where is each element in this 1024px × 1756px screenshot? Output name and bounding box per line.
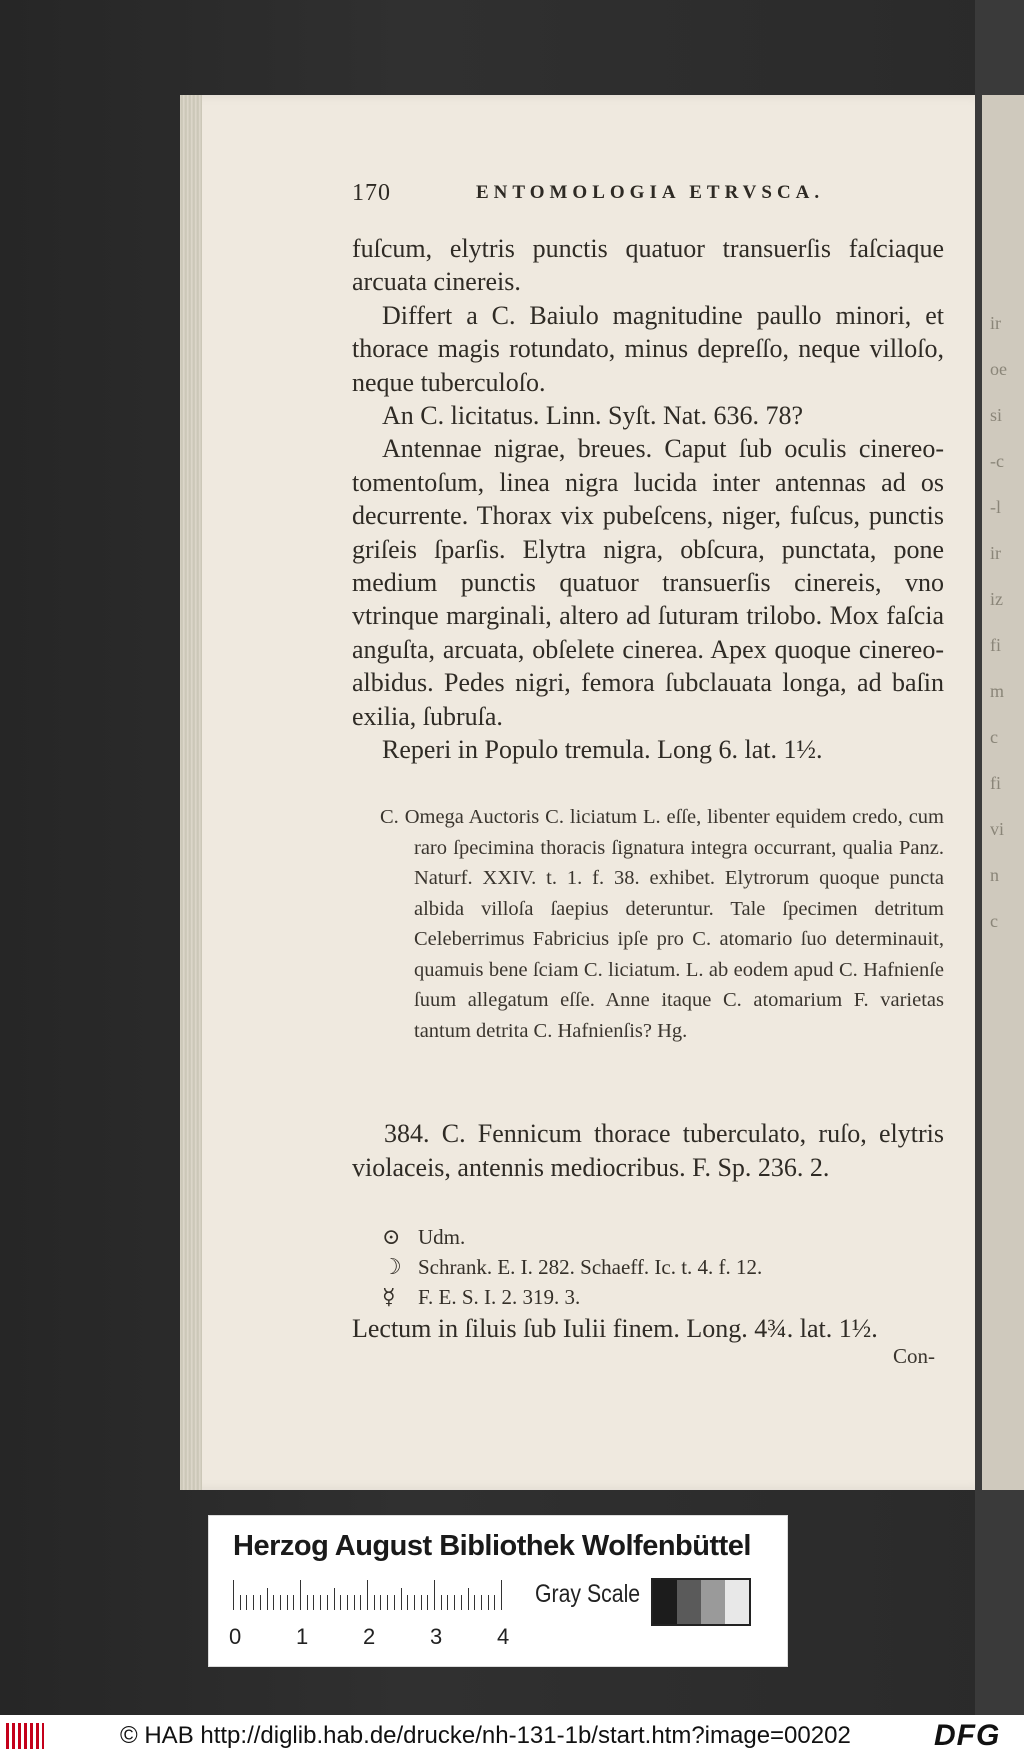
viewer-footer bbox=[0, 1715, 1024, 1756]
reference-text: Udm. bbox=[418, 1225, 466, 1249]
ruler-tick bbox=[273, 1595, 274, 1610]
adjacent-page-fragment: c bbox=[990, 911, 998, 931]
ruler-tick bbox=[481, 1595, 482, 1610]
ruler-tick bbox=[494, 1595, 495, 1610]
adjacent-page-fragment: -l bbox=[990, 497, 1001, 517]
page-number: 170 bbox=[352, 180, 391, 206]
ruler-tick bbox=[334, 1588, 335, 1610]
running-title: ENTOMOLOGIA ETRVSCA. bbox=[476, 182, 825, 203]
ruler-tick bbox=[280, 1595, 281, 1610]
adjacent-page-fragment: ir bbox=[990, 313, 1001, 333]
ruler-tick bbox=[407, 1595, 408, 1610]
ruler-tick bbox=[253, 1595, 254, 1610]
ruler-tick bbox=[233, 1580, 234, 1610]
ruler-tick bbox=[300, 1580, 301, 1610]
ruler-number: 4 bbox=[497, 1624, 510, 1649]
ruler-numbers bbox=[229, 1624, 529, 1652]
ruler-number: 2 bbox=[363, 1624, 376, 1649]
ruler-number: 0 bbox=[229, 1624, 242, 1649]
reference-text: F. E. S. I. 2. 319. 3. bbox=[418, 1285, 581, 1309]
reference-row bbox=[382, 1222, 942, 1252]
ruler-tick bbox=[293, 1595, 294, 1610]
reference-list bbox=[382, 1222, 942, 1312]
species-entry bbox=[352, 1117, 944, 1185]
entry-number: 384. bbox=[384, 1119, 430, 1148]
ruler-tick bbox=[246, 1595, 247, 1610]
ruler-tick bbox=[360, 1595, 361, 1610]
ruler-tick bbox=[260, 1595, 261, 1610]
scale-ruler bbox=[233, 1578, 519, 1624]
reference-text: Schrank. E. I. 282. Schaeff. Ic. t. 4. f. 12. bbox=[418, 1255, 763, 1279]
credit-link[interactable]: © HAB http://diglib.hab.de/drucke/nh-131-1b/start.htm?image=00202 bbox=[120, 1722, 851, 1749]
ruler-tick bbox=[421, 1595, 422, 1610]
reference-row bbox=[382, 1252, 942, 1282]
gray-swatch bbox=[677, 1580, 701, 1624]
adjacent-page-fragment: m bbox=[990, 681, 1005, 701]
ruler-tick bbox=[474, 1595, 475, 1610]
ruler-number: 1 bbox=[296, 1624, 309, 1649]
gray-swatch bbox=[725, 1580, 749, 1624]
adjacent-page-fragment: n bbox=[990, 865, 999, 885]
paragraph-differt: Differt a C. Baiulo magnitudine paullo minori, et thorace magis rotundato, minus depreſſo, neque villoſo, neque tuberculoſo. bbox=[352, 300, 944, 397]
adjacent-page-fragment: si bbox=[990, 405, 1003, 425]
ruler-tick bbox=[313, 1595, 314, 1610]
library-label bbox=[208, 1515, 788, 1667]
moon-symbol-icon: ☽ bbox=[382, 1254, 402, 1279]
adjacent-page-text bbox=[990, 300, 1024, 944]
gray-scale-bar bbox=[651, 1578, 751, 1626]
ruler-tick bbox=[354, 1595, 355, 1610]
ruler-tick bbox=[327, 1595, 328, 1610]
ruler-tick bbox=[414, 1595, 415, 1610]
mercury-symbol-icon: ☿ bbox=[382, 1284, 396, 1309]
ruler-tick bbox=[401, 1588, 402, 1610]
ruler-tick bbox=[394, 1595, 395, 1610]
closing-line: Lectum in ſiluis ſub Iulii finem. Long. 4¾. lat. 1½. bbox=[352, 1314, 878, 1343]
ruler-tick bbox=[320, 1595, 321, 1610]
paragraph-morphology: Antennae nigrae, breues. Caput ſub oculis cinereo-tomentoſum, linea nigra lucida inter antennas ad os decurrente. Thorax vix pubeſcens, niger, fuſcus, punctis griſeis ſparſis. Elytra nigra, obſcura, punctata, pone medium punctis quatuor transuerſis cinereis, vno vtrinque marginali, altero ad ſuturam trilobo. Mox faſcia anguſta, arcuata, obſelete cinerea. Apex quoque cinereo-albidus. Pedes nigri, femora ſubclauata longa, ad baſin exilia, ſubruſa. bbox=[352, 434, 944, 731]
entry-text: C. Fennicum thorace tuberculato, ruſo, elytris violaceis, antennis mediocribus. F. Sp. 236. 2. bbox=[352, 1119, 945, 1182]
adjacent-page-fragment: ir bbox=[990, 543, 1001, 563]
ruler-tick bbox=[468, 1588, 469, 1610]
library-name: Herzog August Bibliothek Wolfenbüttel bbox=[233, 1530, 751, 1562]
ruler-tick bbox=[367, 1580, 368, 1610]
ruler-tick bbox=[427, 1595, 428, 1610]
gray-swatch bbox=[653, 1580, 677, 1624]
ruler-tick bbox=[454, 1595, 455, 1610]
ruler-tick bbox=[240, 1595, 241, 1610]
main-text bbox=[352, 232, 944, 767]
adjacent-page-fragment: vi bbox=[990, 819, 1005, 839]
adjacent-page-fragment: iz bbox=[990, 589, 1003, 609]
footnote-text: C. Omega Auctoris C. liciatum L. eſſe, libenter equidem credo, cum raro ſpecimina thoracis ſignatura integra occurrant, qualia Panz. Naturf. XXIV. t. 1. f. 38. exhibet. Elytrorum quoque puncta albida villoſa ſaepius deteruntur. Tale ſpecimen detritum Celeberrimus Fabricius ipſe pro C. atomario ſuo determinauit, quamuis bene ſciam C. liciatum. L. ab eodem apud C. Hafnienſe ſuum allegatum eſſe. Anne itaque C. atomarium F. varietas tantum detrita C. Hafnienſis? Hg. bbox=[380, 806, 944, 1042]
sun-symbol-icon: ⊙ bbox=[382, 1224, 401, 1249]
gray-scale-label: Gray Scale bbox=[535, 1580, 641, 1608]
ruler-tick bbox=[387, 1595, 388, 1610]
gray-swatch bbox=[701, 1580, 725, 1624]
adjacent-page-fragment: oe bbox=[990, 359, 1007, 379]
ruler-tick bbox=[267, 1588, 268, 1610]
ruler-tick bbox=[501, 1580, 502, 1610]
ruler-tick bbox=[307, 1595, 308, 1610]
paragraph-locality: Reperi in Populo tremula. Long 6. lat. 1½. bbox=[382, 735, 823, 765]
ruler-tick bbox=[441, 1595, 442, 1610]
adjacent-page-fragment: -c bbox=[990, 451, 1004, 471]
page-gutter bbox=[180, 95, 202, 1490]
ruler-tick bbox=[287, 1595, 288, 1610]
paragraph-synonym: An C. licitatus. Linn. Syſt. Nat. 636. 78? bbox=[382, 401, 804, 431]
ruler-tick bbox=[374, 1595, 375, 1610]
paragraph-description: fuſcum, elytris punctis quatuor transuerſis faſciaque arcuata cinereis. bbox=[352, 234, 944, 297]
ruler-tick bbox=[380, 1595, 381, 1610]
running-head bbox=[352, 180, 952, 210]
adjacent-page-fragment: fi bbox=[990, 635, 1001, 655]
ruler-tick bbox=[347, 1595, 348, 1610]
catchword: Con- bbox=[893, 1344, 935, 1368]
ruler-tick bbox=[488, 1595, 489, 1610]
adjacent-page-fragment: c bbox=[990, 727, 998, 747]
ruler-tick bbox=[434, 1580, 435, 1610]
hab-logo-icon bbox=[6, 1723, 44, 1749]
ruler-tick bbox=[461, 1595, 462, 1610]
ruler-tick bbox=[447, 1595, 448, 1610]
reference-row bbox=[382, 1282, 942, 1312]
dfg-logo: DFG bbox=[934, 1719, 1001, 1752]
ruler-tick bbox=[340, 1595, 341, 1610]
ruler-number: 3 bbox=[430, 1624, 443, 1649]
footnote-block bbox=[352, 802, 944, 1046]
adjacent-page-fragment: fi bbox=[990, 773, 1001, 793]
